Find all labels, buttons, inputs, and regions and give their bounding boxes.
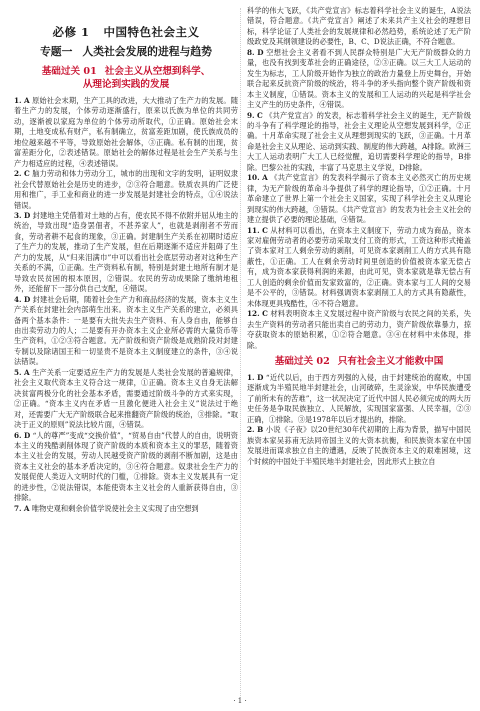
item-number: 8. [247, 47, 255, 57]
item-answer: C [262, 309, 268, 319]
item-text: “人的尊严”变成“交换价值”，“贸易自由”代替人的自由，说明资本主义的残酷剥削体现了资产阶级的本质和资本主义的罪恶，随着资本主义社会的发展，劳动人民越受资产阶级的剥削不断加剧，这是由资本主义社会的基本矛盾决定的，③④符合题意。奴隶社会生产力的发展促使人类迈入文明时代的门槛，①排除。资本主义发展具有一定的进步性，②说法错误，本能使资本主义社会的人重新获得自由，③排除。 [14, 430, 238, 503]
item-number: 7. [14, 503, 22, 513]
item-number: 5. [14, 367, 22, 377]
item-answer: C [257, 110, 263, 120]
section-heading [14, 65, 238, 91]
item-text: 封建地主凭借着对土地的占有，使农民不得不依附并屈从地主的统治，导致出现“造身罢佃者，不甚养家人”，也就是剥削者不劳而食，劳动者耕不起食的现象，③正确。封建制生产关系在初期时适应了生产力的发展，推动了生产发展，但在后期逐渐不适应并阻碍了生产力的发展，从“归来泪满巾”中可以看出社会底层劳动者对这种生产关系的不满，①正确。生产资料私有制，特别是封建土地所有制才是导致农民贫困的根本原因，②错误。农民的劳动成果除了缴纳地租外，还能留下一部分供自己支配，④错误。 [14, 210, 238, 294]
section2-label: 基础过关 02 [274, 355, 330, 367]
item-number: 6. [14, 430, 22, 440]
module-heading [14, 24, 238, 40]
topic-title: 人类社会发展的进程与趋势 [82, 45, 212, 58]
item-number: 1. [247, 372, 255, 382]
item-number: 12. [247, 309, 260, 319]
answer-item [247, 425, 471, 467]
item-text: 空想社会主义者看不到人民群众特别是广大无产阶级群众的力量，也没有找到变革社会的正确途径，②③正确。以三大工人运动的发生为标志，工人阶级开始作为独立的政治力量登上历史舞台，开始联合起来反抗资产阶级的统治，将斗争的矛头指向整个资产阶级和资本主义制度，①错误。资本主义的发展和工人运动的兴起是科学社会主义产生的历史条件，④错误。 [247, 47, 471, 110]
item-number: 3. [14, 210, 22, 220]
item-number: 1. [14, 96, 22, 105]
answer-item [247, 111, 471, 174]
item-answer: D [257, 47, 264, 57]
item-answer: D [23, 210, 31, 220]
item-number: 11. [247, 225, 260, 235]
answer-item [247, 173, 471, 225]
answer-item [247, 309, 471, 351]
topic-heading [14, 44, 238, 60]
answer-item [14, 295, 238, 368]
answer-item [14, 96, 238, 169]
answer-item [14, 431, 238, 504]
answer-item [14, 211, 238, 295]
item-answer: C [262, 225, 268, 235]
item-text: 《共产党宣言》的发表，标志着科学社会主义的诞生，无产阶级的斗争有了科学理论的指导，社会主义理论从空想发展到科学，②正确。十月革命实现了社会主义从理想到现实的飞跃，③正确。十月革命是社会主义从理论、运动到实践、制度的伟大跨越，A排除。欧洲三大工人运动表明广大工人已经觉醒，追切需要科学理论的指导，B排除。巴黎公社的实践，丰富了马克思主义学说，D排除。 [247, 110, 471, 172]
item-text: 唯物史观和剩余价值学说使社会主义实现了由空想到 [31, 503, 199, 513]
item-text: 生产关系一定要适应生产力的发展是人类社会发展的普遍规律，社会主义取代资本主义符合这一规律，①正确。资本主义自身无法解决贫富两极分化的社会基本矛盾，需要通过阶级斗争的方式来实现，②正确。“资本主义内在矛盾一旦激化便进入社会主义”说法过于绝对，还需要广大无产阶级联合起来推翻资产阶级的统治，③排除。“取决于正义的原则”说法比较片面，④错误。 [14, 367, 238, 430]
item-answer: D [257, 372, 264, 382]
item-text: 材料表明资本主义发展过程中资产阶级与农民之间的关系，失去生产资料的劳动者只能出卖自己的劳动力，资产阶级依靠暴力，掠夺获取资本的原始积累，①②符合题意。③④在材料中未体现，排除。 [247, 309, 471, 350]
item-answer: B [257, 425, 264, 435]
item-text: “近代以后，由于西方列强的入侵，由于封建统治的腐败，中国逐渐成为半殖民地半封建社会，山河破碎，生灵涂炭，中华民族遭受了前所未有的苦难”，这一状况决定了近代中国人民必须完成的两大历史任务是争取民族独立、人民解放，实现国家富强、人民幸福，②③正确，①排除。③是1978年以后才提出的，排除。 [247, 372, 471, 424]
answer-item [14, 504, 238, 514]
item-answer: A [24, 96, 30, 105]
item-answer: C [24, 169, 30, 179]
item-answer: D [23, 430, 31, 440]
item-number: 2. [247, 425, 255, 435]
topic-label: 专题一 [40, 45, 73, 58]
item-text: 小说《子夜》以20世纪30年代初期的上海为背景，描写中国民族资本家吴荪甫无法同帝国主义的大资本抗衡，和民族资本家在中国发展进而谋求独立自主的遭遇，反映了民族资本主义的艰难困境，这个时候的中国处于半殖民地半封建社会，因此形式上独立自 [247, 425, 472, 466]
answer-item-continued [247, 6, 471, 48]
item-number: 2. [14, 169, 22, 179]
answer-item [247, 373, 471, 425]
module-title: 中国特色社会主义 [103, 25, 200, 39]
left-column [14, 6, 238, 514]
section2-title: 只有社会主义才能救中国 [337, 355, 444, 367]
item-text: 封建社会后期，随着社会生产力和商品经济的发展，资本主义生产关系在封建社会内部萌生出来。资本主义生产关系的建立，必须具备两个基本条件：一是要有大批失去生产资料、有人身自由，能够自由出卖劳动力的人；二是要有开办资本主义企业所必需的大量货币等生产资料，①②③符合题意。无产阶级和资产阶级是成熟阶段对封建专制以及除诸国王和一切显贵不是资本主义制度建立的条件，③④说法错误。 [14, 294, 238, 367]
item-number: 4. [14, 294, 22, 304]
answer-item [14, 169, 238, 211]
answer-item [247, 48, 471, 111]
section-title-line2: 从理论到实践的发展 [82, 79, 170, 90]
section-title-line1: 社会主义从空想到科学、 [104, 66, 211, 77]
column-divider [240, 8, 241, 698]
item-answer: D [23, 294, 31, 304]
answer-item [247, 226, 471, 310]
answer-item [14, 368, 238, 431]
item-text: 原始社会末期，生产工具的改进，大大推动了生产力的发展。随着生产力的发展，个体劳动逐渐盛行，原来以氏族为单位的共同劳动，逐渐被以家庭为单位的个体劳动所取代，①正确。原始社会末期，土地变成私有财产，私有制确立，贫富差距加剧，使氏族成员的地位越来越不平等，导致原始社会解体，③正确。私有制的出现，贫富差距分化，②表述错误。原始社会的解体过程是社会生产关系与生产力相适应的过程，④表述错误。 [14, 96, 238, 168]
item-answer: A [24, 367, 30, 377]
section2-heading [247, 355, 471, 368]
section-label: 基础过关 01 [41, 66, 97, 77]
module-label: 必修 1 [52, 25, 90, 39]
item-text: 从材料可以看出，在资本主义制度下，劳动力成为商品，资本家对雇佣劳动者的必要劳动采取支付工资的形式，工资这种形式掩盖了资本家对工人剩余劳动的剥削，可见资本家剥削工人的方式具有隐蔽性，①正确。工人在剩余劳动时间里创造的价值被资本家无偿占有，成为资本家获得利润的来源，由此可见，资本家就是靠无偿占有工人创造的剩余价值而发家致富的，②正确。资本家与工人间的交易是不公平的，③错误。材料强调资本家剥削工人的方式具有隐蔽性，未体现更具残酷性，④不符合题意。 [247, 225, 471, 308]
page-number: · 1 · [233, 697, 247, 705]
item-number: 9. [247, 110, 255, 120]
item-answer: A [23, 503, 30, 513]
right-column [247, 6, 471, 467]
item-text: 《共产党宣言》的发表科学揭示了资本主义必然灭亡的历史规律，为无产阶级的革命斗争提供了科学的理论指导，①②正确。十月革命建立了世界上第一个社会主义国家，实现了科学社会主义从理论到现实的伟大跨越，③错误。《共产党宣言》的发表为社会主义社会的建立提供了必要的理论基础，④错误。 [247, 173, 471, 225]
item-text: 科学的伟大飞跃，《共产党宣言》标志着科学社会主义的诞生，A说法错误，符合题意。《共产党宣言》阐述了未来共产主义社会的理想目标，科学论证了人类社会的发展规律和必然趋势，系统论述了无产阶级政党及其纲领建设的必要性，B、C、D说法正确，不符合题意。 [247, 6, 471, 47]
item-answer: A [262, 173, 268, 183]
item-number: 10. [247, 173, 260, 183]
item-text: 脑力劳动和体力劳动分工，城市的出现和文字的发明，证明奴隶社会代替原始社会是历史的进步，②③符合题意。铁质农具的广泛使用和推广，手工业和商业的进一步发展是封建社会的特点，①④说法错误。 [14, 169, 238, 210]
